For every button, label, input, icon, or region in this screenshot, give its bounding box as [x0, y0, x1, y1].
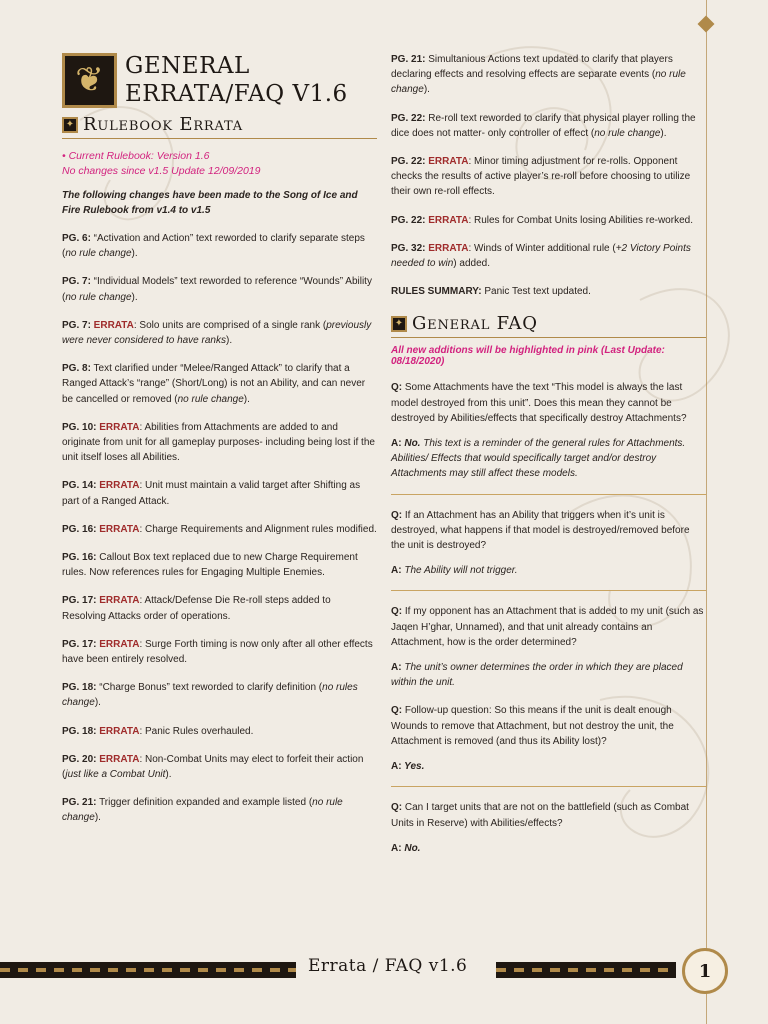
- errata-item: [391, 52, 706, 98]
- errata-text: ).: [131, 248, 138, 260]
- errata-item: [62, 680, 377, 710]
- errata-item: [62, 593, 377, 623]
- faq-answer: [391, 759, 706, 774]
- section-crest-icon: ✦: [62, 117, 78, 133]
- errata-note: no rule change: [391, 69, 686, 96]
- page-ref: PG. 7:: [62, 276, 91, 288]
- page-ref: RULES SUMMARY:: [391, 286, 482, 298]
- faq-answer: [391, 436, 706, 482]
- faq-separator: [391, 786, 706, 787]
- right-column: [391, 52, 706, 856]
- errata-text: ).: [94, 697, 101, 709]
- page-ref: PG. 7:: [62, 319, 91, 331]
- errata-note: +2 Victory Points needed to win: [391, 242, 691, 270]
- errata-text: ).: [131, 291, 138, 303]
- note-line: • Current Rulebook: Version 1.6: [62, 150, 210, 162]
- left-column: [62, 52, 377, 826]
- page-ref: PG. 17:: [62, 595, 97, 607]
- answer-label: A:: [391, 438, 402, 450]
- answer-label: A:: [391, 761, 402, 773]
- page-ref: PG. 16:: [62, 523, 97, 535]
- answer-lead: No.: [401, 438, 421, 450]
- faq-list: [391, 380, 706, 855]
- page-number: 1: [682, 948, 728, 994]
- answer-text: The unit’s owner determines the order in which they are placed within the unit.: [391, 662, 683, 689]
- rulebook-errata-heading: [62, 114, 377, 135]
- errata-item: [62, 637, 377, 667]
- errata-text: ) added.: [453, 258, 490, 270]
- errata-note: no rule change: [65, 291, 132, 303]
- errata-item: [62, 752, 377, 782]
- answer-text: This text is a reminder of the general rules for Attachments. Abilities/ Effects that would specifically target and/or destroy Attachments may still affect these models.: [391, 438, 686, 480]
- errata-tag: ERRATA: [96, 638, 140, 650]
- errata-tag: ERRATA: [96, 595, 140, 607]
- section-crest-icon: ✦: [391, 316, 407, 332]
- errata-text: : Minor timing adjustment for re-rolls. Opponent checks the results of active player’s re-roll before choosing to utilize their own re-roll effects.: [391, 156, 691, 198]
- errata-item: [62, 724, 377, 739]
- errata-tag: ERRATA: [96, 480, 140, 492]
- answer-lead: Yes.: [401, 761, 425, 773]
- page-ref: PG. 20:: [62, 753, 97, 765]
- question-text: If an Attachment has an Ability that triggers when it’s unit is destroyed, what happens if that model is destroyed/removed before the unit is destroyed?: [391, 509, 690, 552]
- errata-tag: ERRATA: [90, 319, 134, 331]
- general-faq-heading: [391, 313, 706, 334]
- page-ref: PG. 22:: [391, 214, 426, 226]
- errata-text: : Attack/Defense Die Re-roll steps added to Resolving Attacks order of operations.: [62, 595, 331, 622]
- question-label: Q:: [391, 509, 403, 521]
- errata-text: : Solo units are comprised of a single rank (: [133, 319, 327, 331]
- errata-item: [62, 420, 377, 466]
- errata-text: “Charge Bonus” text reworded to clarify definition (: [96, 682, 323, 694]
- crest-logo-icon: ❦: [62, 53, 117, 108]
- note-line: No changes since v1.5 Update 12/09/2019: [62, 165, 261, 177]
- errata-text: “Individual Models” text reworded to reference “Wounds” Ability (: [62, 276, 372, 303]
- page-edge-line: [706, 0, 707, 1024]
- question-label: Q:: [391, 802, 403, 814]
- errata-text: Text clarified under “Melee/Ranged Attack” to clarify that a Ranged Attack’s “range” (Short/Long) is not an Ability, and can never be cancelled or removed (: [62, 363, 366, 405]
- errata-text: : Panic Rules overhauled.: [139, 725, 254, 737]
- page-ref: PG. 18:: [62, 725, 97, 737]
- section-title: Rulebook Errata: [83, 114, 243, 135]
- page-ref: PG. 22:: [391, 112, 426, 124]
- question-label: Q:: [391, 606, 403, 618]
- answer-text: The Ability will not trigger.: [401, 565, 518, 577]
- errata-text: Panic Test text updated.: [481, 286, 591, 298]
- faq-answer: [391, 660, 706, 690]
- faq-answer: [391, 841, 706, 856]
- errata-note: just like a Combat Unit: [65, 769, 166, 781]
- errata-text: : Surge Forth timing is now only after all other effects have been entirely resolved.: [62, 638, 373, 666]
- question-text: Follow-up question: So this means if the unit is dealt enough Wounds to remove that Attachment, but not destroy the unit, the Attachment is removed (and thus its Ability lost)?: [391, 705, 674, 747]
- title-line-2: ERRATA/FAQ V1.6: [125, 81, 348, 107]
- question-text: If my opponent has an Attachment that is added to my unit (such as Jaqen H’ghar, Unnamed), and that unit already contains an Attachment, how is the order determined?: [391, 606, 704, 648]
- errata-item: [62, 795, 377, 825]
- errata-note: no rule change: [177, 393, 244, 405]
- current-rulebook-note: [62, 149, 377, 179]
- page-ref: PG. 10:: [62, 421, 97, 433]
- errata-item: [62, 361, 377, 407]
- errata-note: no rule change: [65, 248, 132, 260]
- answer-lead: No.: [401, 842, 421, 854]
- errata-tag: ERRATA: [425, 214, 469, 226]
- errata-tag: ERRATA: [425, 242, 469, 254]
- answer-label: A:: [391, 662, 402, 674]
- faq-update-note: All new additions will be highlighted in pink (Last Update: 08/18/2020): [391, 345, 665, 368]
- question-label: Q:: [391, 705, 403, 717]
- page-ref: PG. 18:: [62, 682, 97, 694]
- errata-text: ).: [243, 393, 250, 405]
- errata-text: ).: [165, 769, 172, 781]
- page-ref: PG. 22:: [391, 156, 426, 168]
- errata-tag: ERRATA: [96, 725, 140, 737]
- errata-text: Simultanious Actions text updated to clarify that players declaring effects and resolving effects are separate events (: [391, 54, 673, 81]
- errata-text: ).: [94, 812, 101, 824]
- edge-ornament: [698, 16, 715, 33]
- errata-item: [391, 213, 706, 228]
- errata-item: [62, 274, 377, 304]
- errata-item: [62, 231, 377, 261]
- errata-note: no rule change: [594, 127, 661, 139]
- errata-note: previously were never considered to have ranks: [62, 319, 372, 347]
- errata-item: [62, 522, 377, 537]
- section-divider: [62, 138, 377, 139]
- question-label: Q:: [391, 382, 403, 394]
- page-ref: PG. 16:: [62, 552, 97, 564]
- page-title: [125, 52, 348, 108]
- errata-item: [391, 241, 706, 271]
- errata-intro: The following changes have been made to the Song of Ice and Fire Rulebook from v1.4 to v1.5: [62, 190, 358, 216]
- errata-tag: ERRATA: [96, 421, 140, 433]
- errata-list-continued: [391, 52, 706, 299]
- answer-label: A:: [391, 842, 402, 854]
- errata-text: ).: [423, 84, 430, 96]
- faq-question: [391, 508, 706, 554]
- faq-answer: [391, 563, 706, 578]
- faq-question: [391, 703, 706, 749]
- section-divider: [391, 337, 706, 338]
- question-text: Can I target units that are not on the battlefield (such as Combat Units in Reserve) with Abilities/effects?: [391, 802, 689, 829]
- errata-item: [62, 318, 377, 348]
- question-text: Some Attachments have the text “This model is always the last model destroyed from this unit”. Does this mean they cannot be destroyed by Abilities/effects that specifically destroy Attachments?: [391, 382, 687, 424]
- title-line-1: GENERAL: [125, 53, 250, 79]
- errata-text: ).: [225, 335, 233, 347]
- faq-separator: [391, 590, 706, 591]
- errata-item: [391, 284, 706, 299]
- document-header: [62, 52, 377, 108]
- errata-text: “Activation and Action” text reworded to clarify separate steps (: [62, 233, 365, 260]
- errata-text: Trigger definition expanded and example listed (: [96, 797, 313, 809]
- errata-text: ).: [660, 127, 667, 139]
- footer-title: Errata / FAQ v1.6: [308, 956, 468, 976]
- errata-tag: ERRATA: [425, 156, 469, 168]
- section-title: General FAQ: [412, 313, 538, 335]
- page-ref: PG. 6:: [62, 233, 91, 244]
- errata-tag: ERRATA: [96, 753, 140, 765]
- errata-text: : Winds of Winter additional rule (: [468, 242, 616, 254]
- answer-label: A:: [391, 565, 402, 577]
- errata-text: : Rules for Combat Units losing Abilities re-worked.: [468, 214, 693, 226]
- page-ref: PG. 14:: [62, 480, 97, 492]
- faq-separator: [391, 494, 706, 495]
- errata-note: no rule change: [62, 797, 343, 824]
- page-ref: PG. 21:: [62, 797, 97, 809]
- errata-item: [62, 550, 377, 580]
- page-ref: PG. 32:: [391, 242, 426, 254]
- page-footer: [0, 948, 768, 994]
- errata-text: : Non-Combat Units may elect to forfeit their action (: [62, 753, 364, 781]
- footer-border-left: [0, 962, 296, 978]
- errata-list: [62, 231, 377, 826]
- page-ref: PG. 21:: [391, 54, 426, 65]
- footer-border-right: [496, 962, 676, 978]
- errata-text: : Charge Requirements and Alignment rules modified.: [139, 523, 377, 535]
- errata-item: [391, 154, 706, 200]
- faq-question: [391, 604, 706, 650]
- errata-item: [391, 111, 706, 141]
- errata-tag: ERRATA: [96, 523, 140, 535]
- errata-text: : Abilities from Attachments are added to and originate from unit for all gameplay purposes- including being lost if the unit itself loses all Abilities.: [62, 421, 375, 464]
- errata-text: Re-roll text reworded to clarify that physical player rolling the dice does not matter- only controller of effect (: [391, 112, 696, 139]
- errata-text: Callout Box text replaced due to new Charge Requirement rules. Now references rules for Engaging Multiple Enemies.: [62, 552, 358, 579]
- page-ref: PG. 17:: [62, 638, 97, 650]
- faq-question: [391, 380, 706, 426]
- errata-item: [62, 478, 377, 508]
- errata-text: : Unit must maintain a valid target after Shifting as part of a Ranged Attack.: [62, 480, 361, 507]
- page-ref: PG. 8:: [62, 363, 91, 375]
- errata-note: no rules change: [62, 682, 358, 709]
- faq-question: [391, 800, 706, 830]
